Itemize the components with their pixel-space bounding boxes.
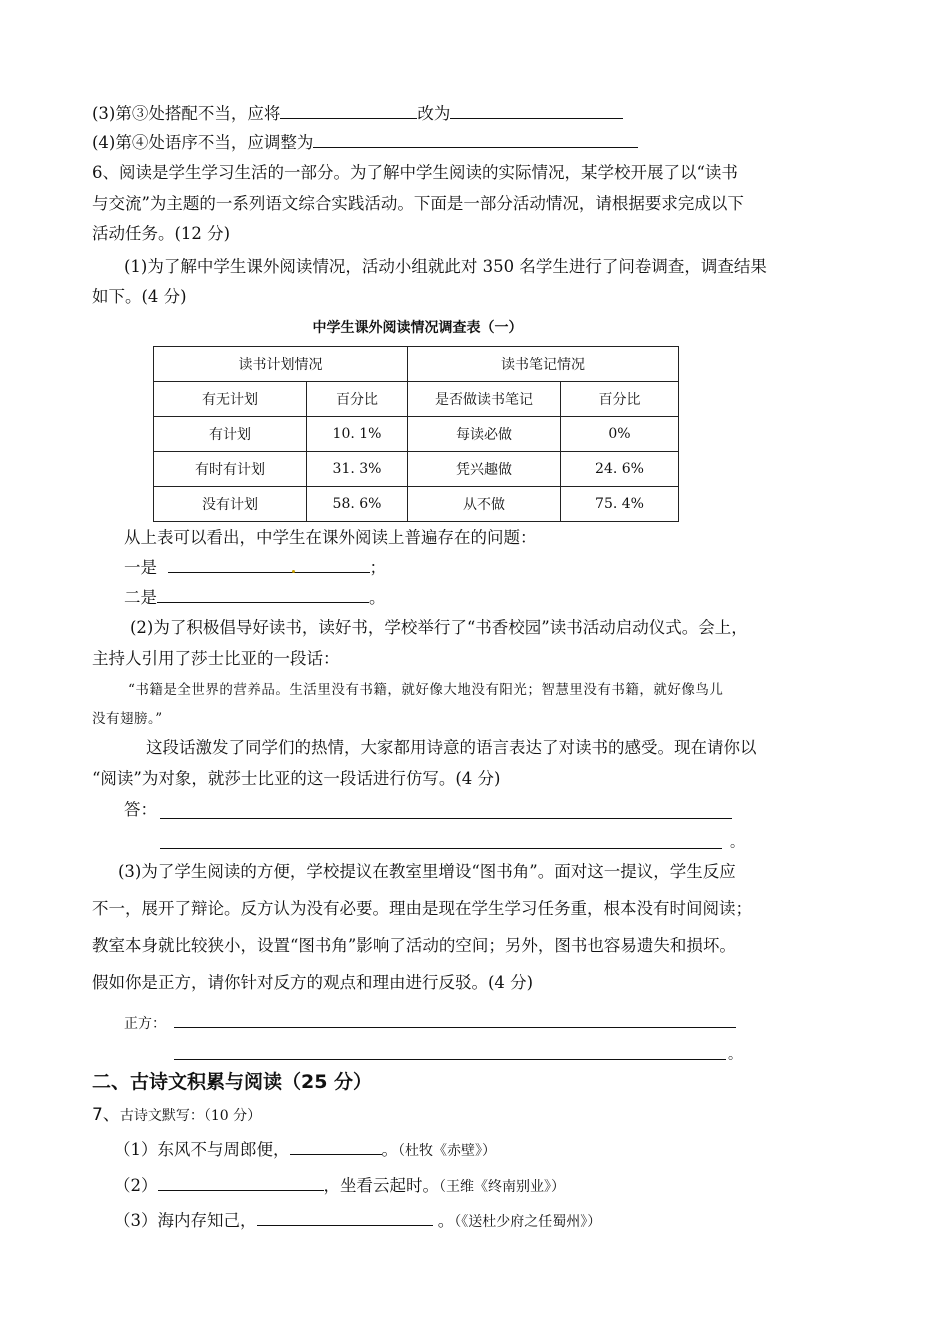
q6-p3-4: 假如你是正方，请你针对反方的观点和理由进行反驳。(4 分) bbox=[92, 973, 534, 992]
after-table-text: 从上表可以看出，中学生在课外阅读上普遍存在的问题： bbox=[124, 528, 537, 547]
table-row bbox=[154, 452, 679, 487]
table-cell: 每读必做 bbox=[408, 417, 561, 452]
table-cell: 0% bbox=[561, 417, 679, 452]
table-cell: 有计划 bbox=[154, 417, 307, 452]
group-header-notes: 读书笔记情况 bbox=[408, 347, 679, 382]
q6-p3-3: 教室本身就比较狭小，设置“图书角”影响了活动的空间；另外，图书也容易遗失和损坏。 bbox=[92, 936, 736, 955]
table-cell: 58. 6% bbox=[307, 487, 408, 522]
answer-line-1[interactable] bbox=[160, 818, 732, 819]
q5-line-4: (4)第④处语序不当，应调整为 bbox=[92, 131, 638, 154]
answer-line-2[interactable] bbox=[160, 848, 722, 849]
zhengfang-line-2[interactable] bbox=[174, 1059, 726, 1060]
q6-p2-1: (2)为了积极倡导好读书，读好书，学校举行了“书香校园”读书活动启动仪式。会上， bbox=[130, 618, 748, 637]
group-header-plan: 读书计划情况 bbox=[154, 347, 408, 382]
table-title: 中学生课外阅读情况调查表（一） bbox=[312, 320, 523, 336]
q6-p1-1: (1)为了解中学生课外阅读情况，活动小组就此对 350 名学生进行了问卷调查，调查结果 bbox=[124, 257, 767, 276]
blank-problem-two[interactable] bbox=[157, 586, 369, 603]
section2-heading: 二、古诗文积累与阅读（25 分） bbox=[92, 1071, 373, 1093]
problem-one: 一是 ； bbox=[124, 558, 386, 577]
blank-q5-3a[interactable] bbox=[280, 102, 417, 119]
q6-intro-1: 6、阅读是学生学习生活的一部分。为了解中学生阅读的实际情况，某学校开展了以“读书 bbox=[92, 163, 738, 182]
blank-problem-one[interactable] bbox=[168, 556, 370, 573]
col-header: 百分比 bbox=[307, 382, 408, 417]
blank-poem-1[interactable] bbox=[290, 1138, 382, 1155]
problem-two: 二是 。 bbox=[124, 588, 386, 607]
q6-p2-2: 主持人引用了莎士比亚的一段话： bbox=[92, 649, 340, 668]
col-header: 百分比 bbox=[561, 382, 679, 417]
shakespeare-quote-1: “书籍是全世界的营养品。生活里没有书籍，就好像大地没有阳光；智慧里没有书籍，就好像鸟儿 bbox=[128, 682, 724, 698]
q7-title: 7、古诗文默写：（10 分） bbox=[92, 1105, 262, 1125]
q6-p1-2: 如下。(4 分) bbox=[92, 287, 187, 306]
table-row bbox=[154, 417, 679, 452]
zhengfang-label: 正方： bbox=[124, 1016, 166, 1032]
table-cell: 从不做 bbox=[408, 487, 561, 522]
zhengfang-line-1[interactable] bbox=[174, 1027, 736, 1028]
table-column-header-row bbox=[154, 382, 679, 417]
table-row bbox=[154, 487, 679, 522]
q6-intro-3: 活动任务。(12 分) bbox=[92, 224, 231, 243]
col-header: 有无计划 bbox=[154, 382, 307, 417]
q5-line-3: (3)第③处搭配不当，应将 改为 bbox=[92, 102, 623, 125]
zhengfang-end: 。 bbox=[728, 1047, 742, 1063]
poem-item-1: （1）东风不与周郎便， 。（杜牧《赤壁》） bbox=[114, 1140, 496, 1159]
blank-poem-2[interactable] bbox=[158, 1174, 324, 1191]
q6-p2-3: 这段话激发了同学们的热情，大家都用诗意的语言表达了对读书的感受。现在请你以 bbox=[146, 738, 757, 757]
q6-p2-4: “阅读”为对象，就莎士比亚的这一段话进行仿写。(4 分) bbox=[92, 769, 501, 788]
table-cell: 凭兴趣做 bbox=[408, 452, 561, 487]
table-cell: 10. 1% bbox=[307, 417, 408, 452]
blank-q5-4[interactable] bbox=[313, 131, 638, 148]
q6-p3-1: (3)为了学生阅读的方便，学校提议在教室里增设“图书角”。面对这一提议，学生反应 bbox=[118, 862, 736, 881]
blank-poem-3[interactable] bbox=[257, 1209, 433, 1226]
table-cell: 75. 4% bbox=[561, 487, 679, 522]
shakespeare-quote-2: 没有翅膀。” bbox=[92, 711, 163, 727]
table-cell: 31. 3% bbox=[307, 452, 408, 487]
q6-p3-2: 不一，展开了辩论。反方认为没有必要。理由是现在学生学习任务重，根本没有时间阅读； bbox=[92, 899, 752, 918]
table-group-header-row bbox=[154, 347, 679, 382]
blank-q5-3b[interactable] bbox=[450, 102, 623, 119]
q6-intro-2: 与交流”为主题的一系列语文综合实践活动。下面是一部分活动情况，请根据要求完成以下 bbox=[92, 194, 744, 213]
poem-item-3: （3）海内存知己， 。（《送杜少府之任蜀州》） bbox=[114, 1211, 602, 1230]
table-cell: 没有计划 bbox=[154, 487, 307, 522]
table-cell: 24. 6% bbox=[561, 452, 679, 487]
col-header: 是否做读书笔记 bbox=[408, 382, 561, 417]
survey-table bbox=[153, 346, 679, 522]
table-cell: 有时有计划 bbox=[154, 452, 307, 487]
stray-dot bbox=[292, 570, 295, 573]
answer-end: 。 bbox=[730, 835, 744, 851]
answer-label: 答： bbox=[124, 800, 157, 819]
poem-item-2: （2） ，坐看云起时。（王维《终南别业》） bbox=[114, 1176, 565, 1195]
